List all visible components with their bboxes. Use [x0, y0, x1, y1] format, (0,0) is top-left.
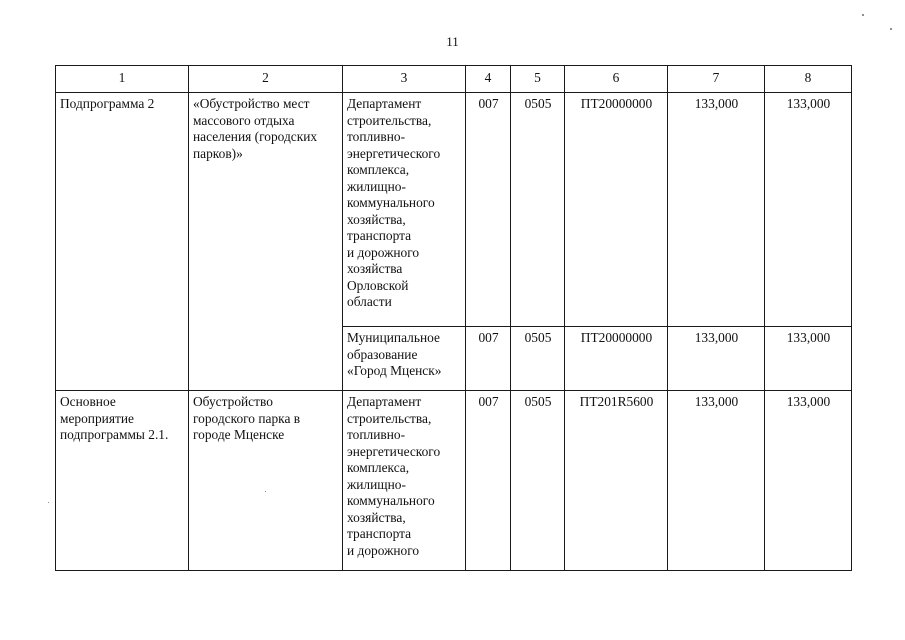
column-header: 2 [189, 66, 343, 93]
amount-cell-8: 133,000 [765, 391, 852, 571]
executor-line: хозяйства, [347, 211, 406, 227]
name-cell [189, 93, 343, 391]
executor-cell [343, 327, 466, 391]
executor-cell [343, 391, 466, 571]
name-line: парков)» [193, 145, 243, 161]
executor-line: строительства, [347, 410, 432, 426]
executor-line: транспорта [347, 228, 412, 243]
name-line: массового отдыха [193, 112, 295, 128]
budget-table [55, 65, 852, 571]
name-line: Обустройство [193, 394, 273, 409]
grbs-cell: 007 [466, 327, 511, 391]
program-line: мероприятие [60, 410, 134, 426]
column-header: 4 [466, 66, 511, 93]
executor-line: топливно- [347, 427, 406, 442]
executor-line: хозяйства [347, 261, 403, 276]
rzpr-cell: 0505 [511, 93, 565, 327]
executor-line: и дорожного [347, 244, 420, 260]
rzpr-cell: 0505 [511, 391, 565, 571]
executor-line: строительства, [347, 112, 432, 128]
executor-line: и дорожного [347, 542, 420, 558]
csr-cell: ПТ201R5600 [565, 391, 668, 571]
scan-speck [862, 14, 864, 16]
executor-line: энергетического [347, 145, 441, 161]
executor-line: области [347, 294, 392, 309]
rzpr-cell: 0505 [511, 327, 565, 391]
program-label: Подпрограмма 2 [60, 96, 155, 111]
scan-speck [890, 28, 892, 30]
column-header: 6 [565, 66, 668, 93]
executor-line: Департамент [347, 96, 422, 111]
executor-line: транспорта [347, 526, 412, 541]
executor-line: коммунального [347, 195, 435, 210]
executor-line: «Город Мценск» [347, 363, 442, 378]
column-header: 8 [765, 66, 852, 93]
executor-line: жилищно- [347, 178, 406, 194]
scan-speck [48, 502, 49, 503]
amount-cell-8: 133,000 [765, 93, 852, 327]
column-header: 1 [56, 66, 189, 93]
page-number: 11 [446, 34, 459, 49]
name-line: населения (городских [193, 129, 318, 144]
executor-line: жилищно- [347, 476, 406, 492]
amount-cell-7: 133,000 [668, 93, 765, 327]
executor-line: энергетического [347, 443, 441, 459]
table-row [56, 391, 852, 571]
executor-line: хозяйства, [347, 509, 406, 525]
executor-line: топливно- [347, 129, 406, 144]
executor-line: коммунального [347, 493, 435, 508]
amount-cell-7: 133,000 [668, 391, 765, 571]
table-row [56, 93, 852, 327]
program-line: Основное [60, 394, 116, 409]
column-header: 3 [343, 66, 466, 93]
name-line: «Обустройство мест [193, 96, 310, 111]
executor-cell [343, 93, 466, 327]
executor-line: Департамент [347, 394, 422, 409]
program-line: подпрограммы 2.1. [60, 427, 169, 442]
amount-cell-8: 133,000 [765, 327, 852, 391]
executor-line: Муниципальное [347, 330, 440, 345]
name-line: городе Мценске [193, 427, 285, 442]
executor-line: комплекса, [347, 162, 410, 177]
executor-line: образование [347, 346, 418, 362]
grbs-cell: 007 [466, 93, 511, 327]
column-header: 5 [511, 66, 565, 93]
table-header-row [56, 66, 852, 93]
program-cell [56, 93, 189, 391]
csr-cell: ПТ20000000 [565, 327, 668, 391]
column-header: 7 [668, 66, 765, 93]
grbs-cell: 007 [466, 391, 511, 571]
name-cell [189, 391, 343, 571]
program-cell [56, 391, 189, 571]
name-line: городского парка в [193, 410, 301, 426]
amount-cell-7: 133,000 [668, 327, 765, 391]
csr-cell: ПТ20000000 [565, 93, 668, 327]
executor-line: комплекса, [347, 460, 410, 475]
executor-line: Орловской [347, 277, 409, 293]
